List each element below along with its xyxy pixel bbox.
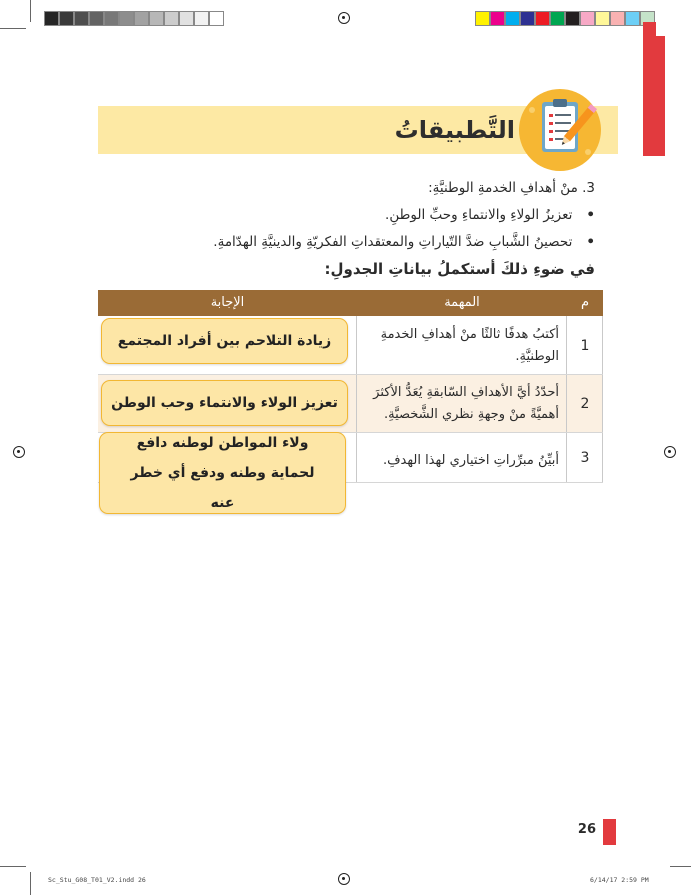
section-title: التَّطبيقاتُ (394, 116, 515, 144)
bullet-text: تعزيزُ الولاءِ والانتماءِ وحبِّ الوطنِ. (385, 207, 573, 223)
clipboard-pencil-icon (518, 88, 602, 172)
header-answer: الإجابة (210, 295, 245, 310)
row-task: أحدّدُ أيَّ الأهدافِ السّابقةِ يُعَدُّ الأكثرَ أهميَّةً منْ وجهةِ نظري الشَّخصيَّةِ. (373, 385, 559, 422)
bullet-text: تحصينُ الشَّبابِ ضدَّ التّياراتِ والمعتقداتِ الفكريّةِ والدينيَّةِ الهدّامةِ. (213, 234, 573, 250)
crop-mark (0, 28, 26, 29)
registration-mark-right-icon (664, 446, 676, 458)
bullet-item (125, 232, 595, 252)
instruction-line: في ضوءِ ذلكَ أستكملُ بياناتِ الجدولِ: (324, 260, 595, 278)
answer-box: تعزيز الولاء والانتماء وحب الوطن (101, 380, 348, 426)
registration-mark-left-icon (13, 446, 25, 458)
crop-mark (0, 866, 26, 867)
row-task: أبيِّنُ مبرِّراتِ اختياري لهذا الهدفِ. (382, 453, 559, 468)
answer-box: ولاء المواطن لوطنه دافع لحماية وطنه ودفع أي خطر عنه (99, 432, 346, 514)
bullet-dot-icon: • (586, 207, 595, 223)
crop-mark (30, 872, 31, 895)
page-number-marker (603, 819, 616, 845)
crop-mark (670, 866, 691, 867)
crop-mark (30, 0, 31, 22)
page-number: 26 (577, 822, 596, 837)
table-header-row (98, 290, 603, 316)
answer-box: زيادة التلاحم بين أفراد المجتمع (101, 318, 348, 364)
header-num: م (580, 295, 590, 310)
table-divider (98, 374, 603, 375)
chapter-side-tab (643, 22, 665, 156)
chapter-side-tab-notch (656, 22, 665, 36)
row-number: 3 (580, 450, 590, 466)
print-color-bar (475, 11, 655, 26)
print-date-info: 6/14/17 2:59 PM (590, 876, 649, 884)
row-number: 1 (580, 338, 590, 354)
registration-mark-bottom-icon (338, 873, 350, 885)
row-number: 2 (580, 396, 590, 412)
registration-mark-top-icon (338, 12, 350, 24)
header-task: المهمة (444, 295, 480, 310)
row-task: أكتبُ هدفًا ثالثًا منْ أهدافِ الخدمةِ الوطنيَّةِ. (380, 327, 559, 364)
question-heading: 3. منْ أهدافِ الخدمةِ الوطنيَّةِ: (428, 180, 595, 196)
print-file-info: Sc_Stu_G08_T01_V2.indd 26 (48, 876, 146, 884)
bullet-dot-icon: • (586, 234, 595, 250)
bullet-item (125, 205, 595, 225)
print-grayscale-bar (44, 11, 224, 26)
